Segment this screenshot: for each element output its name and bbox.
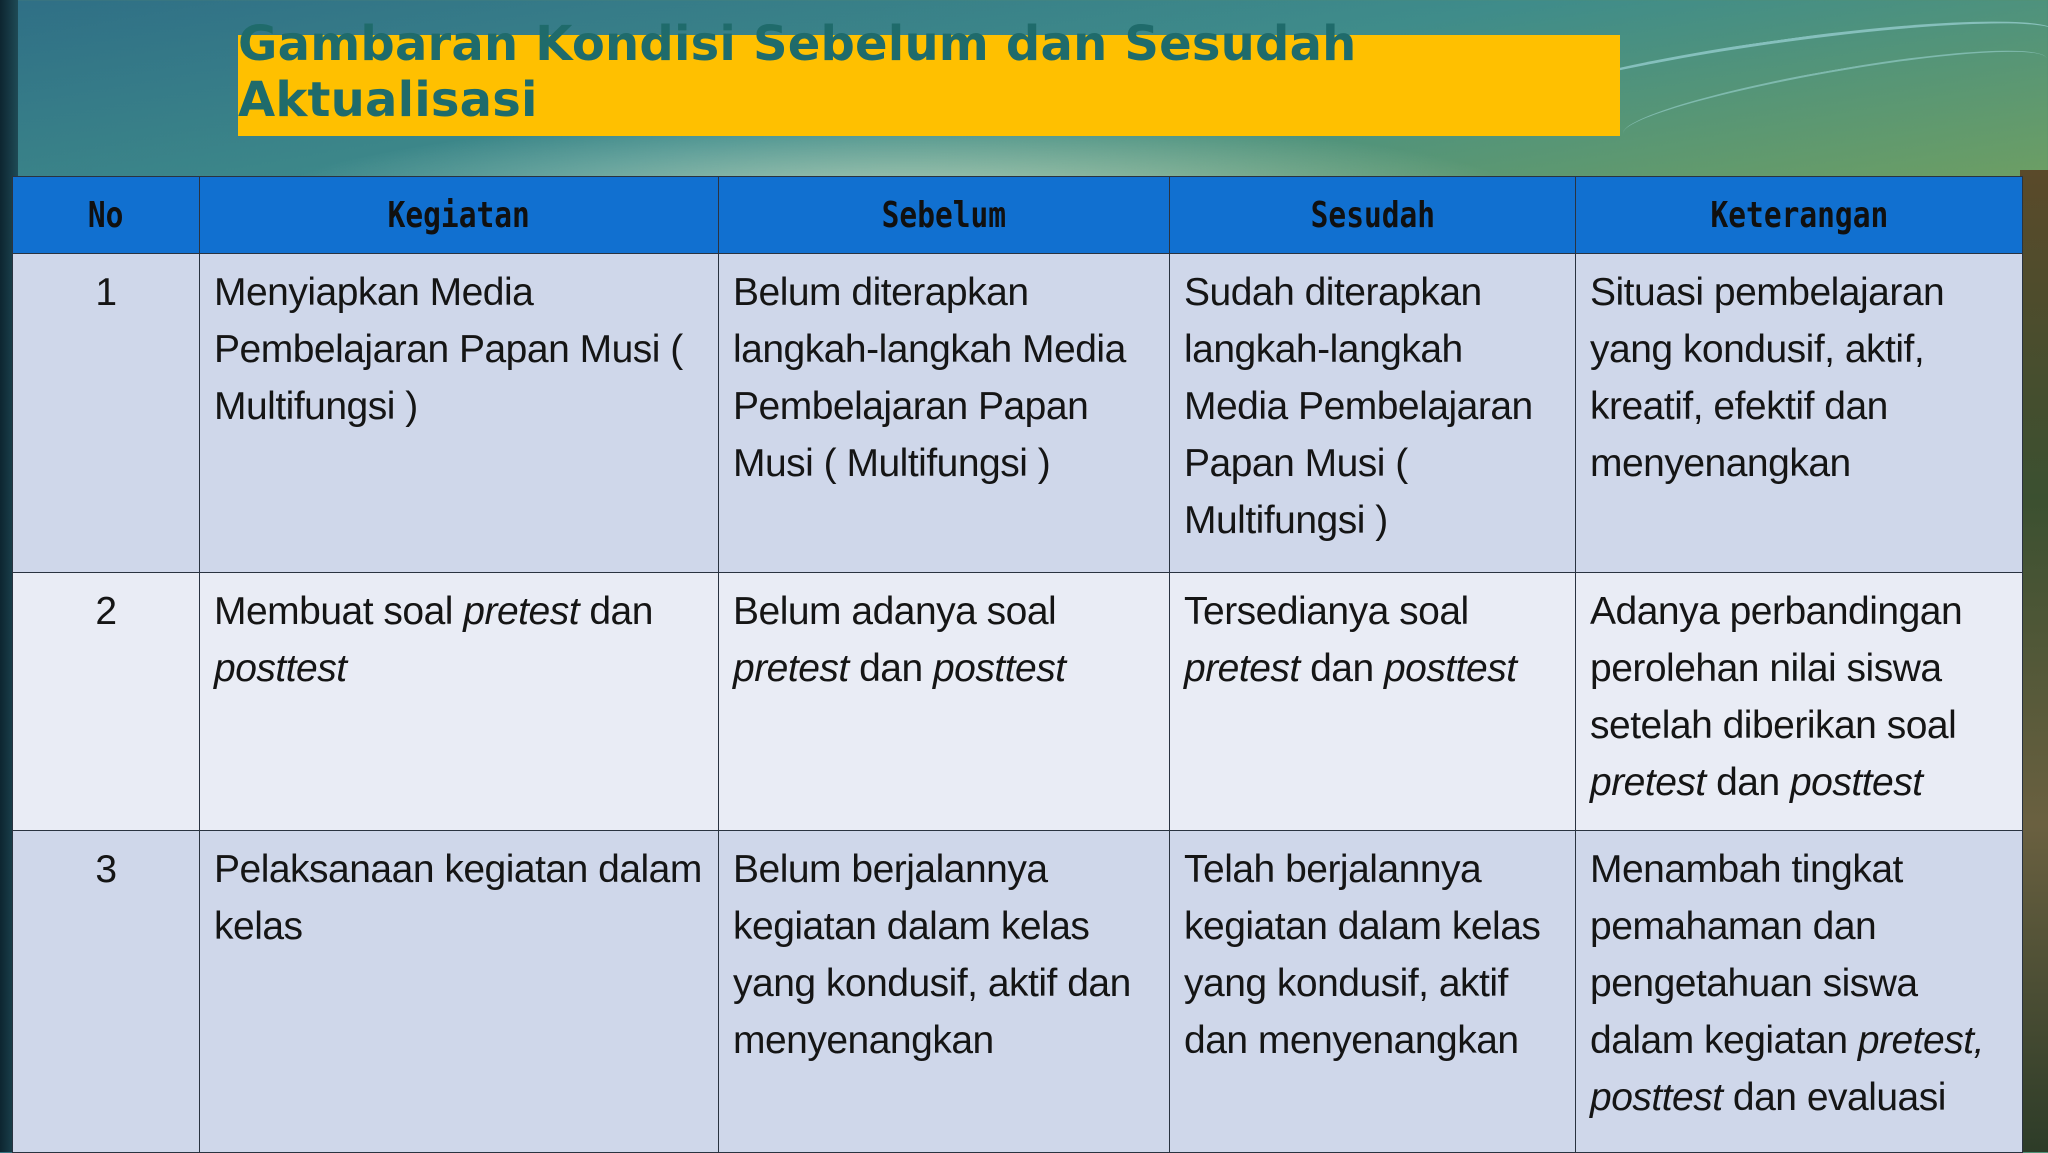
- table-row: [13, 831, 2023, 1153]
- cell-kegiatan: Pelaksanaan kegiatan dalam kelas: [200, 831, 719, 1153]
- table-header-row: [13, 177, 2023, 254]
- cell-keterangan: Menambah tingkat pemahaman dan pengetahuan siswa dalam kegiatan pretest, posttest dan evaluasi: [1576, 831, 2023, 1153]
- header-keterangan: Keterangan: [1576, 177, 2023, 254]
- cell-sesudah: Tersedianya soal pretest dan posttest: [1170, 573, 1576, 831]
- title-banner: [238, 16, 1620, 136]
- cell-sebelum: Belum adanya soal pretest dan posttest: [719, 573, 1170, 831]
- header-kegiatan: Kegiatan: [200, 177, 719, 254]
- header-no: No: [13, 177, 200, 254]
- header-sesudah: Sesudah: [1170, 177, 1576, 254]
- cell-kegiatan: Membuat soal pretest dan posttest: [200, 573, 719, 831]
- cell-sebelum: Belum berjalannya kegiatan dalam kelas yang kondusif, aktif dan menyenangkan: [719, 831, 1170, 1153]
- cell-kegiatan: Menyiapkan Media Pembelajaran Papan Musi ( Multifungsi ): [200, 254, 719, 573]
- cell-sesudah: Sudah diterapkan langkah-langkah Media Pembelajaran Papan Musi ( Multifungsi ): [1170, 254, 1576, 573]
- cell-keterangan: Adanya perbandingan perolehan nilai siswa setelah diberikan soal pretest dan posttest: [1576, 573, 2023, 831]
- cell-no: 3: [13, 831, 200, 1153]
- cell-keterangan: Situasi pembelajaran yang kondusif, aktif, kreatif, efektif dan menyenangkan: [1576, 254, 2023, 573]
- cell-sesudah: Telah berjalannya kegiatan dalam kelas yang kondusif, aktif dan menyenangkan: [1170, 831, 1576, 1153]
- cell-no: 2: [13, 573, 200, 831]
- slide-title: Gambaran Kondisi Sebelum dan Sesudah Aktualisasi: [238, 16, 1357, 128]
- table-row: [13, 254, 2023, 573]
- table-row: [13, 573, 2023, 831]
- cell-sebelum: Belum diterapkan langkah-langkah Media Pembelajaran Papan Musi ( Multifungsi ): [719, 254, 1170, 573]
- cell-no: 1: [13, 254, 200, 573]
- header-sebelum: Sebelum: [719, 177, 1170, 254]
- slide-right-edge: [2020, 170, 2048, 1152]
- comparison-table: [12, 176, 2023, 1153]
